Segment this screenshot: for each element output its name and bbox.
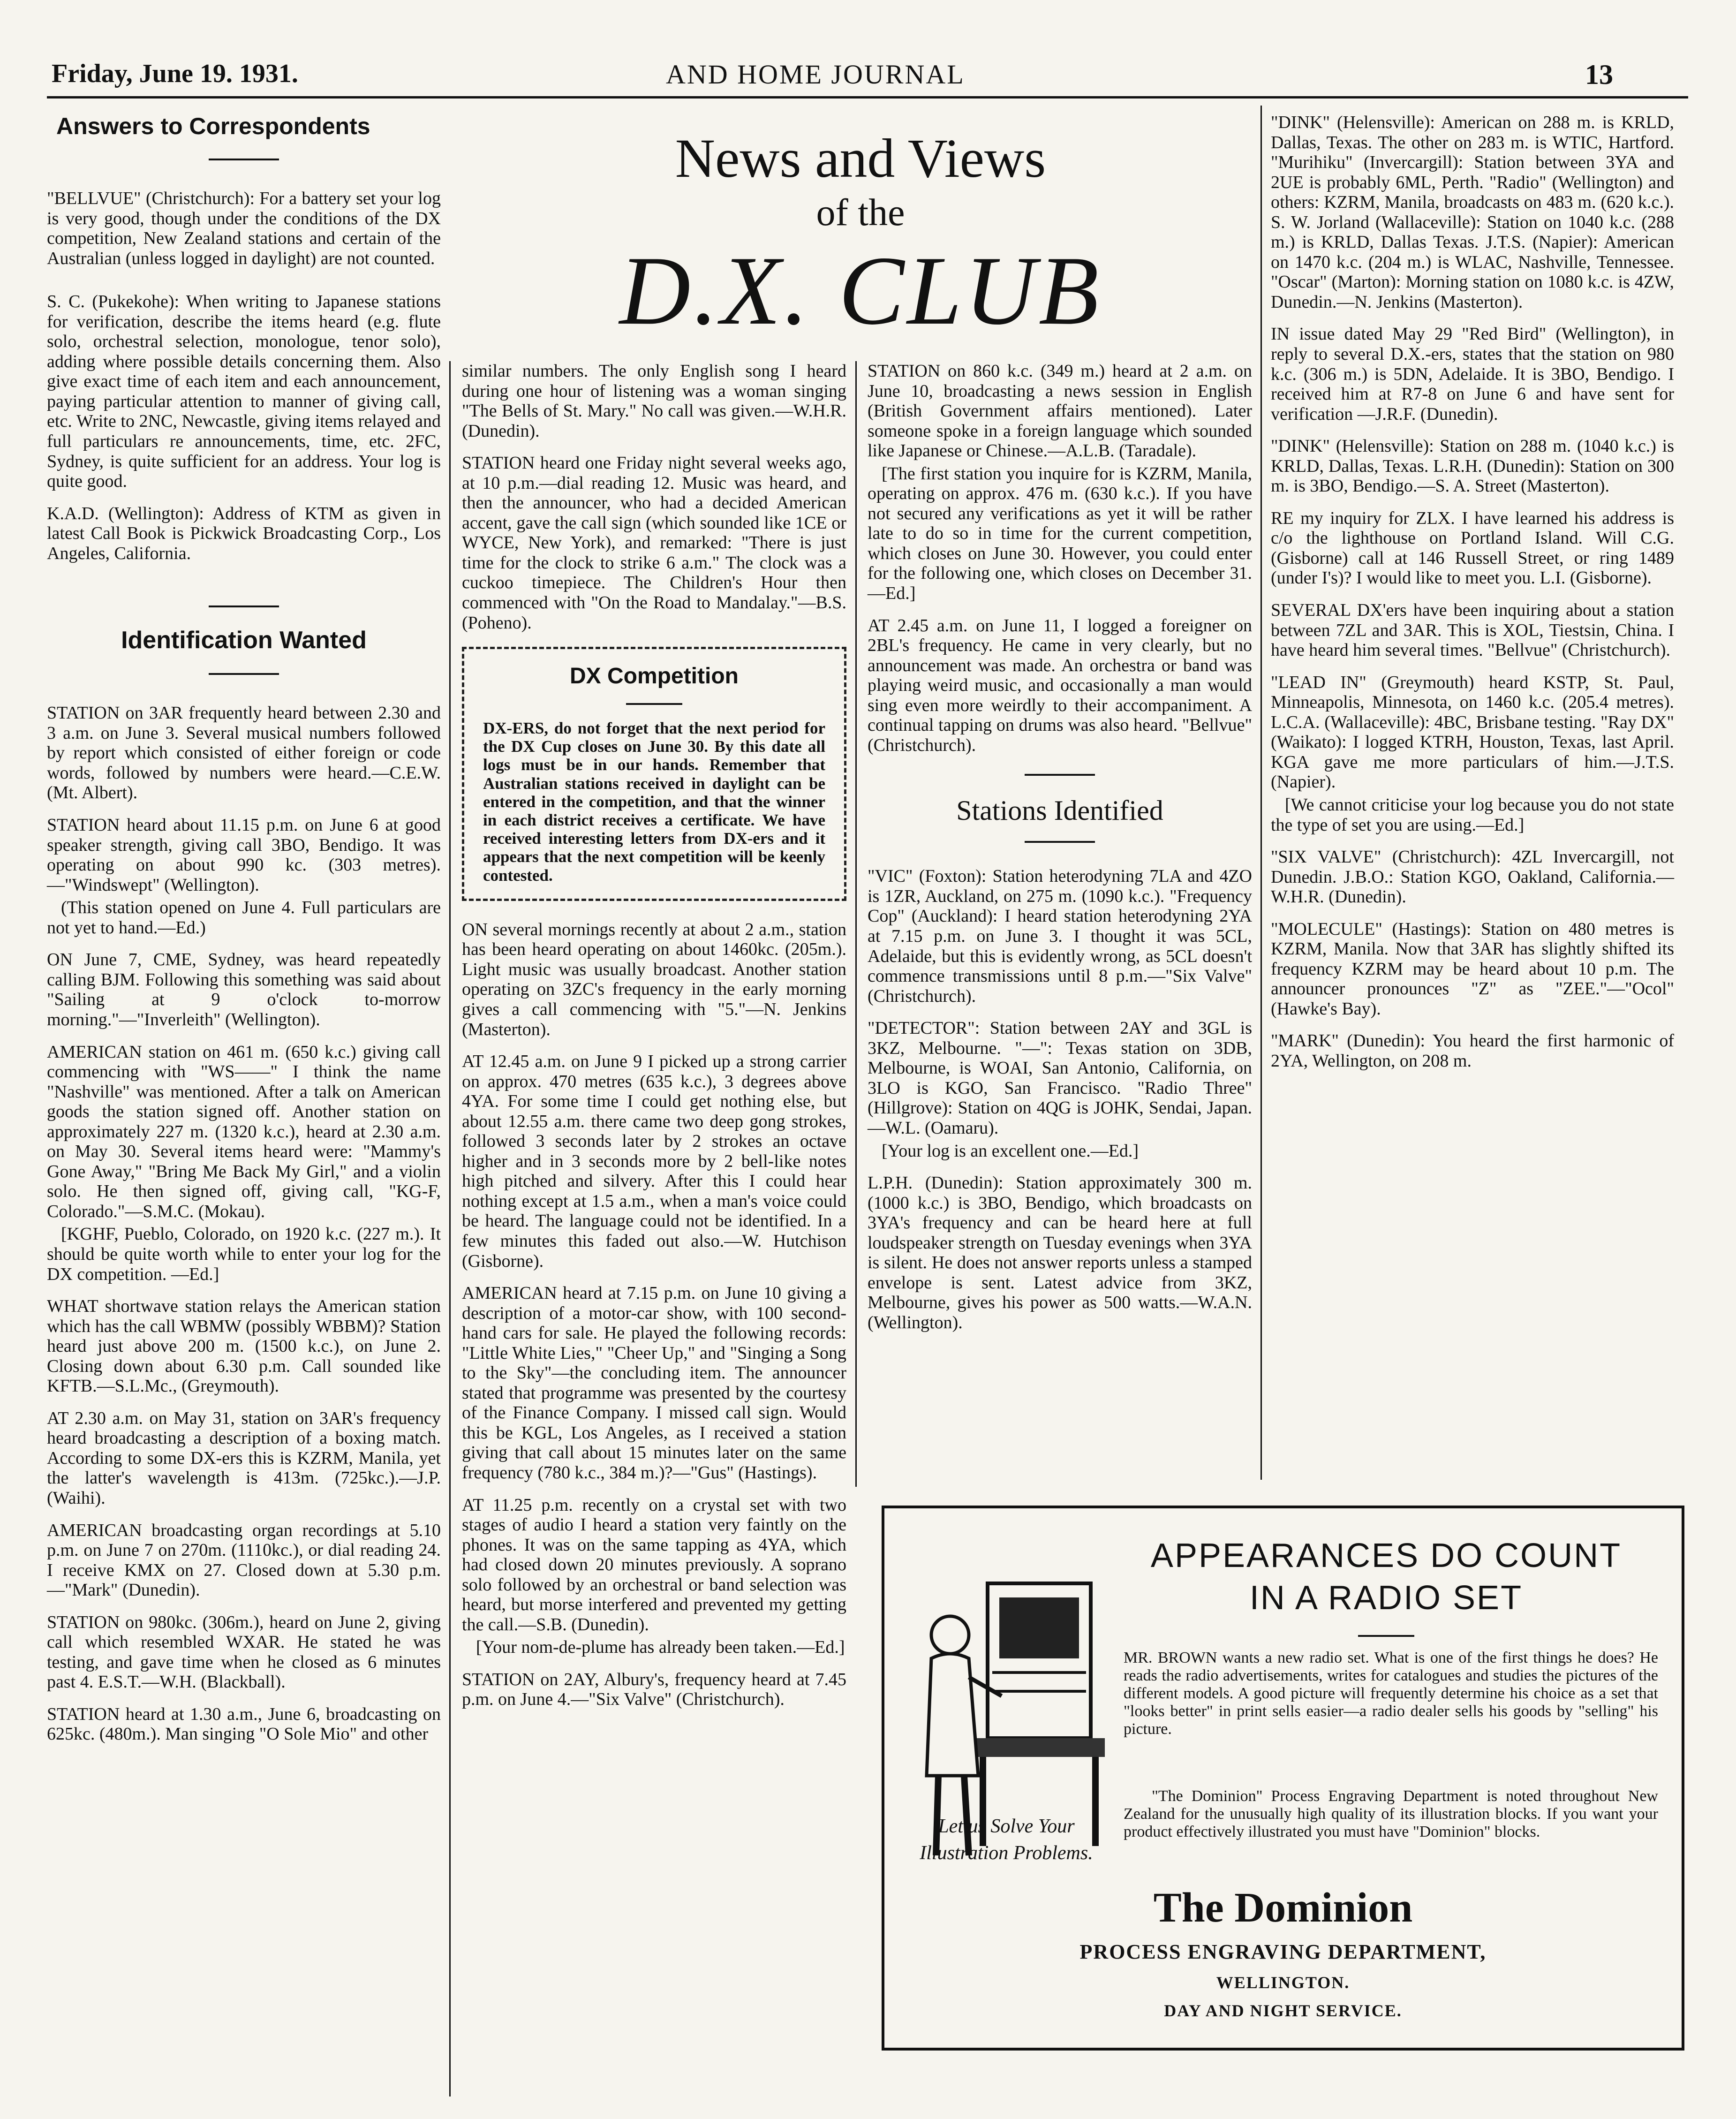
column-item: "DETECTOR": Station between 2AY and 3GL is 3KZ, Melbourne. "—": Texas station on 3DB, Melbourne, is WOAI, San Antonio, California, on 3LO is KGO, San Francisco. "Radio Three" (Hillgrove): Station on 4QG is JOHK, Sendai, Japan.—W.L. (Oamaru). xyxy=(868,1018,1252,1138)
masthead xyxy=(469,127,1252,348)
title-line-3: D.X. CLUB xyxy=(619,236,1102,345)
column-item: L.P.H. (Dunedin): Station approximately 300 m. (1000 k.c.) is 3BO, Bendigo, which broadcasts on 3YA's frequency and can be heard here at full loudspeaker strength on Tuesday evenings when 3YA is silent. He does not answer reports unless a stamped envelope is sent. Latest advice from 3KZ, Melbourne, gives his power as 500 watts.—W.A.N. (Wellington). xyxy=(868,1173,1252,1332)
column-item: AMERICAN heard at 7.15 p.m. on June 10 giving a description of a motor-car show, with 100 second-hand cars for sale. He played the following records: "Little White Lies," "Cheer Up," and "Singing a Song to the Sky"—the concluding item. The announcer stated that programme was presented by the courtesy of the Finance Company. I missed call sign. Would this be KGL, Los Angeles, as I received a station giving that call about 15 minutes later on the same frequency (780 k.c., 384 m.)?—"Gus" (Hastings). xyxy=(462,1283,846,1483)
identification-item: AT 2.30 a.m. on May 31, station on 3AR's frequency heard broadcasting a description of a boxing match. According to some DX-ers this is KZRM, Manila, yet the latter's wavelength is 413m. (725kc.).—J.P. (Waihi). xyxy=(47,1408,441,1508)
heading-rule xyxy=(626,703,682,705)
answer-item: "BELLVUE" (Christchurch): For a battery set your log is very good, though under the conditions of the DX competition, New Zealand stations and certain of the Australian (unless logged in daylight) are not counted. xyxy=(47,189,441,268)
dominion-advert xyxy=(882,1506,1684,2051)
column-divider xyxy=(855,361,857,1487)
editor-note: [The first station you inquire for is KZRM, Manila, operating on approx. 476 m. (630 k.c.). If you have not secured any verifications as yet it will be rather late to do so in time for the current competition, which closes on June 30. However, you could enter for the following one, which closes on December 31. —Ed.] xyxy=(868,463,1252,604)
column-item: similar numbers. The only English song I heard during one hour of listening was a woman singing "The Bells of St. Mary." No call was given.—W.H.R. (Dunedin). xyxy=(462,361,846,441)
column-item: "SIX VALVE" (Christchurch): 4ZL Invercargill, not Dunedin. J.B.O.: Station KGO, Oakland, California.—W.H.R. (Dunedin). xyxy=(1271,847,1674,907)
column-item: "DINK" (Helensville): American on 288 m. is KRLD, Dallas, Texas. The other on 283 m. is WTIC, Hartford. "Murihiku" (Invercargill): Station between 3YA and 2UE is probably 6ML, Perth. "Radio" (Wellington) and others: KZRM, Manila, broadcasts on 483 m. (620 k.c.). S. W. Jorland (Wallaceville): Station on 1040 k.c. (288 m.) is KRLD, Dallas Texas. J.T.S. (Napier): American on 1470 k.c. (204 m.) is WLAC, Nashville, Tennessee. "Oscar" (Marton): Morning station on 1080 k.c. is 4ZW, Dunedin.—N. Jenkins (Masterton). xyxy=(1271,113,1674,312)
editor-note: [Your log is an excellent one.—Ed.] xyxy=(882,1141,1139,1161)
advert-body: MR. BROWN wants a new radio set. What is one of the first things he does? He reads the radio advertisements, writes for catalogues and studies the pictures of the different models. A good picture will frequently determine his choice as a set that "looks better" in print sells easier—a radio dealer sells his goods by "selling" his picture. xyxy=(1124,1649,1658,1738)
identification-item: ON June 7, CME, Sydney, was heard repeatedly calling BJM. Following this something was said about "Sailing at 9 o'clock to-morrow morning."—"Inverleith" (Wellington). xyxy=(47,950,441,1029)
advert-body-2: "The Dominion" Process Engraving Department is noted throughout New Zealand for the unusually high quality of its illustration blocks. If you want your product effectively illustrated you must have "Dominion" blocks. xyxy=(1124,1787,1658,1841)
column-2 xyxy=(462,361,846,1722)
column-item: "MOLECULE" (Hastings): Station on 480 metres is KZRM, Manila. Now that 3AR has slightly shifted its frequency KZRM may be heard about 10 p.m. The announcer pronounces "Z" as "ZEE."—"Ocol" (Hawke's Bay). xyxy=(1271,919,1674,1019)
column-item: "MARK" (Dunedin): You heard the first harmonic of 2YA, Wellington, on 208 m. xyxy=(1271,1031,1674,1071)
heading-rule xyxy=(209,673,279,675)
identification-heading: Identification Wanted xyxy=(121,627,367,654)
column-3 xyxy=(868,361,1252,1345)
competition-box xyxy=(462,647,846,901)
column-divider xyxy=(449,361,451,2096)
heading-rule xyxy=(1025,841,1095,843)
advert-caption: Let us Solve Your Illustration Problems. xyxy=(920,1816,1093,1864)
column-item: "VIC" (Foxton): Station heterodyning 7LA and 4ZO is 1ZR, Auckland, on 275 m. (1090 k.c.). "Frequency Cop" (Auckland): I heard station heterodyning 2YA at 7.15 p.m. on June 3. I thought it was 5CL, Adelaide, but this is evidently wrong, as 5CL doesn't commence transmissions until 8 p.m.—"Six Valve" (Christchurch). xyxy=(868,866,1252,1006)
issue-date: Friday, June 19. 1931. xyxy=(52,59,298,88)
identification-item: AMERICAN station on 461 m. (650 k.c.) giving call commencing with "WS——" I think the name "Nashville" was mentioned. After a talk on American goods the station signed off. Another station on approximately 227 m. (1320 k.c.), heard at 2.30 a.m. on May 30. Several items heard were: "Mammy's Gone Away," "Bring Me Back My Girl," and a violin solo. He then signed off, giving call, "KG-F, Colorado."—S.M.C. (Mokau). xyxy=(47,1042,441,1221)
advert-service: DAY AND NIGHT SERVICE. xyxy=(1164,2001,1402,2020)
header-rule xyxy=(47,96,1688,98)
advert-heading-2: IN A RADIO SET xyxy=(1249,1579,1523,1617)
column-1 xyxy=(47,113,441,1756)
competition-text: DX-ERS, do not forget that the next period for the DX Cup closes on June 30. By this date all logs must be in our hands. Remember that Australian stations received in daylight can be entered in the competition, and that the winner in each district receives a certificate. We have received interesting letters from DX-ers and it appears that the next competition will be keenly contested. xyxy=(483,719,825,885)
answer-item: K.A.D. (Wellington): Address of KTM as given in latest Call Book is Pickwick Broadcasting Corp., Los Angeles, California. xyxy=(47,503,441,563)
man-head xyxy=(931,1616,969,1654)
identification-item: STATION on 3AR frequently heard between 2.30 and 3 a.m. on June 3. Several musical numbers followed by report which consisted of either foreign or code words, followed by numbers were heard.—C.E.W. (Mt. Albert). xyxy=(47,703,441,803)
advert-dept: PROCESS ENGRAVING DEPARTMENT, xyxy=(1079,1940,1487,1963)
identification-item: AMERICAN broadcasting organ recordings at 5.10 p.m. on June 7 on 270m. (1110kc.), or dial reading 24. I receive KMX on 27. Closed down at 5.30 p.m.—"Mark" (Dunedin). xyxy=(47,1520,441,1600)
column-4 xyxy=(1271,113,1674,1083)
column-item: AT 2.45 a.m. on June 11, I logged a foreigner on 2BL's frequency. He came in very clearly, but no announcement was made. An orchestra or band was playing weird music, and occasionally a man would sing even more weirdly to their accompaniment. A continual tapping on drums was also heard. "Bellvue" (Christchurch). xyxy=(868,615,1252,755)
identification-item: WHAT shortwave station relays the American station which has the call WBMW (possibly WBBM)? Station heard just above 200 m. (1500 k.c.), on June 2. Closing down about 6.30 p.m. Call sounded like KFTB.—S.L.Mc., (Greymouth). xyxy=(47,1296,441,1396)
heading-rule xyxy=(209,159,279,160)
section-rule xyxy=(209,605,279,607)
column-item: STATION on 860 k.c. (349 m.) heard at 2 a.m. on June 10, broadcasting a news session in English (British Government affairs mentioned). Later someone spoke in a foreign language which sounded like Japanese or Chinese.—A.L.B. (Taradale). xyxy=(868,361,1252,461)
editor-note: [KGHF, Pueblo, Colorado, on 1920 k.c. (227 m.). It should be quite worth while to enter your log for the DX competition. —Ed.] xyxy=(47,1224,441,1284)
advert-heading-1: APPEARANCES DO COUNT xyxy=(1150,1537,1622,1574)
title-line-2: of the xyxy=(816,191,905,234)
competition-heading: DX Competition xyxy=(570,664,739,689)
column-item: IN issue dated May 29 "Red Bird" (Wellington), in reply to several D.X.-ers, states that the station on 980 k.c. (306 m.) is 5DN, Adelaide. It is 3BO, Bendigo. I received him at R7-8 on June 6 and have sent for verification —J.R.F. (Dunedin). xyxy=(1271,324,1674,424)
advert-rule xyxy=(1358,1635,1414,1637)
editor-note: [Your nom-de-plume has already been taken.—Ed.] xyxy=(476,1637,845,1657)
stations-heading: Stations Identified xyxy=(956,795,1163,826)
column-item: SEVERAL DX'ers have been inquiring about a station between 7ZL and 3AR. This is XOL, Tiestsin, China. I have heard him several times. "Bellvue" (Christchurch). xyxy=(1271,600,1674,660)
advert-city: WELLINGTON. xyxy=(1216,1973,1350,1992)
column-item: STATION heard one Friday night several weeks ago, at 10 p.m.—dial reading 12. Music was heard, and then the announcer, who had a decided American accent, gave the call sign (which sounded like 1CE or WYCE, New York), and remarked: "There is just time for the clock to strike 6 a.m." The clock was a cuckoo timepiece. The Children's Hour then commenced with "On the Road to Mandalay."—B.S. (Poheno). xyxy=(462,453,846,633)
section-rule xyxy=(1025,774,1095,776)
editor-note: (This station opened on June 4. Full particulars are not yet to hand.—Ed.) xyxy=(47,898,441,938)
column-divider xyxy=(1260,106,1262,1480)
identification-item: STATION heard about 11.15 p.m. on June 6 at good speaker strength, giving call 3BO, Bendigo. It was operating on about 990 kc. (303 metres).—"Windswept" (Wellington). xyxy=(47,815,441,895)
editor-note: [We cannot criticise your log because you do not state the type of set you are using.—Ed.] xyxy=(1271,795,1674,835)
column-item: RE my inquiry for ZLX. I have learned his address is c/o the lighthouse on Portland Island. Will C.G. (Gisborne) call at 146 Russell Street, or ring 1489 (under I's)? I would like to meet you. L.I. (Gisborne). xyxy=(1271,508,1674,588)
column-item: "DINK" (Helensville): Station on 288 m. (1040 k.c.) is KRLD, Dallas, Texas. L.R.H. (Dunedin): Station on 300 m. is 3BO, Bendigo.—S. A. Street (Masterton). xyxy=(1271,436,1674,496)
identification-item: STATION heard at 1.30 a.m., June 6, broadcasting on 625kc. (480m.). Man singing "O Sole Mio" and other xyxy=(47,1704,441,1744)
column-item: ON several mornings recently at about 2 a.m., station has been heard operating on about 1460kc. (205m.). Light music was usually broadcast. Another station operating on 3ZC's frequency in the early morning gives a call commencing with "5."—N. Jenkins (Masterton). xyxy=(462,919,846,1039)
dominion-logo: The Dominion xyxy=(1153,1884,1413,1931)
column-item: AT 11.25 p.m. recently on a crystal set with two stages of audio I heard a station very faintly on the phones. It was on the same tapping as 4YA, which had closed down 20 minutes previously. A soprano solo followed by an orchestral or band selection was heard, but morse interfered and prevented my getting the call.—S.B. (Dunedin). xyxy=(462,1495,846,1635)
column-item: "LEAD IN" (Greymouth) heard KSTP, St. Paul, Minneapolis, Minnesota, on 1460 k.c. (205.4 metres). L.C.A. (Wallaceville): 4BC, Brisbane testing. "Ray DX" (Waikato): I logged KTRH, Houston, Texas, last April. KGA gave me more particulars of him.—J.T.S. (Napier). xyxy=(1271,672,1674,792)
identification-item: STATION on 980kc. (306m.), heard on June 2, giving call which resembled WXAR. He stated he was testing, and gave time when he closed as 6 minutes past 4. E.S.T.—W.H. (Blackball). xyxy=(47,1612,441,1692)
column-item: STATION on 2AY, Albury's, frequency heard at 7.45 p.m. on June 4.—"Six Valve" (Christchurch). xyxy=(462,1669,846,1710)
column-item: AT 12.45 a.m. on June 9 I picked up a strong carrier on approx. 470 metres (635 k.c.), 3 degrees above 4YA. For some time I could get nothing else, but about 12.55 a.m. there came two deep gong strokes, followed 3 seconds later by 2 strokes an octave higher and in 3 seconds more by 2 bell-like notes high pitched and silvery. After this I could hear nothing except at 1.5 a.m., when a man's voice could be heard. The language could not be identified. In a few minutes this faded out also.—W. Hutchison (Gisborne). xyxy=(462,1052,846,1271)
title-line-1: News and Views xyxy=(675,128,1046,189)
answer-item: S. C. (Pukekohe): When writing to Japanese stations for verification, describe the items heard (e.g. flute solo, orchestral selection, monologue, tenor solo), adding where possible details concerning them. Also give exact time of each item and each announcement, paying particular attention to manner of giving call, etc. Write to 2NC, Newcastle, giving items relayed and full particulars re announcements, time, etc. 2FC, Sydney, is quite sufficient for an address. Your log is quite good. xyxy=(47,292,441,492)
answers-heading: Answers to Correspondents xyxy=(56,113,370,139)
journal-name: AND HOME JOURNAL xyxy=(666,59,965,90)
page-number: 13 xyxy=(1585,59,1613,90)
